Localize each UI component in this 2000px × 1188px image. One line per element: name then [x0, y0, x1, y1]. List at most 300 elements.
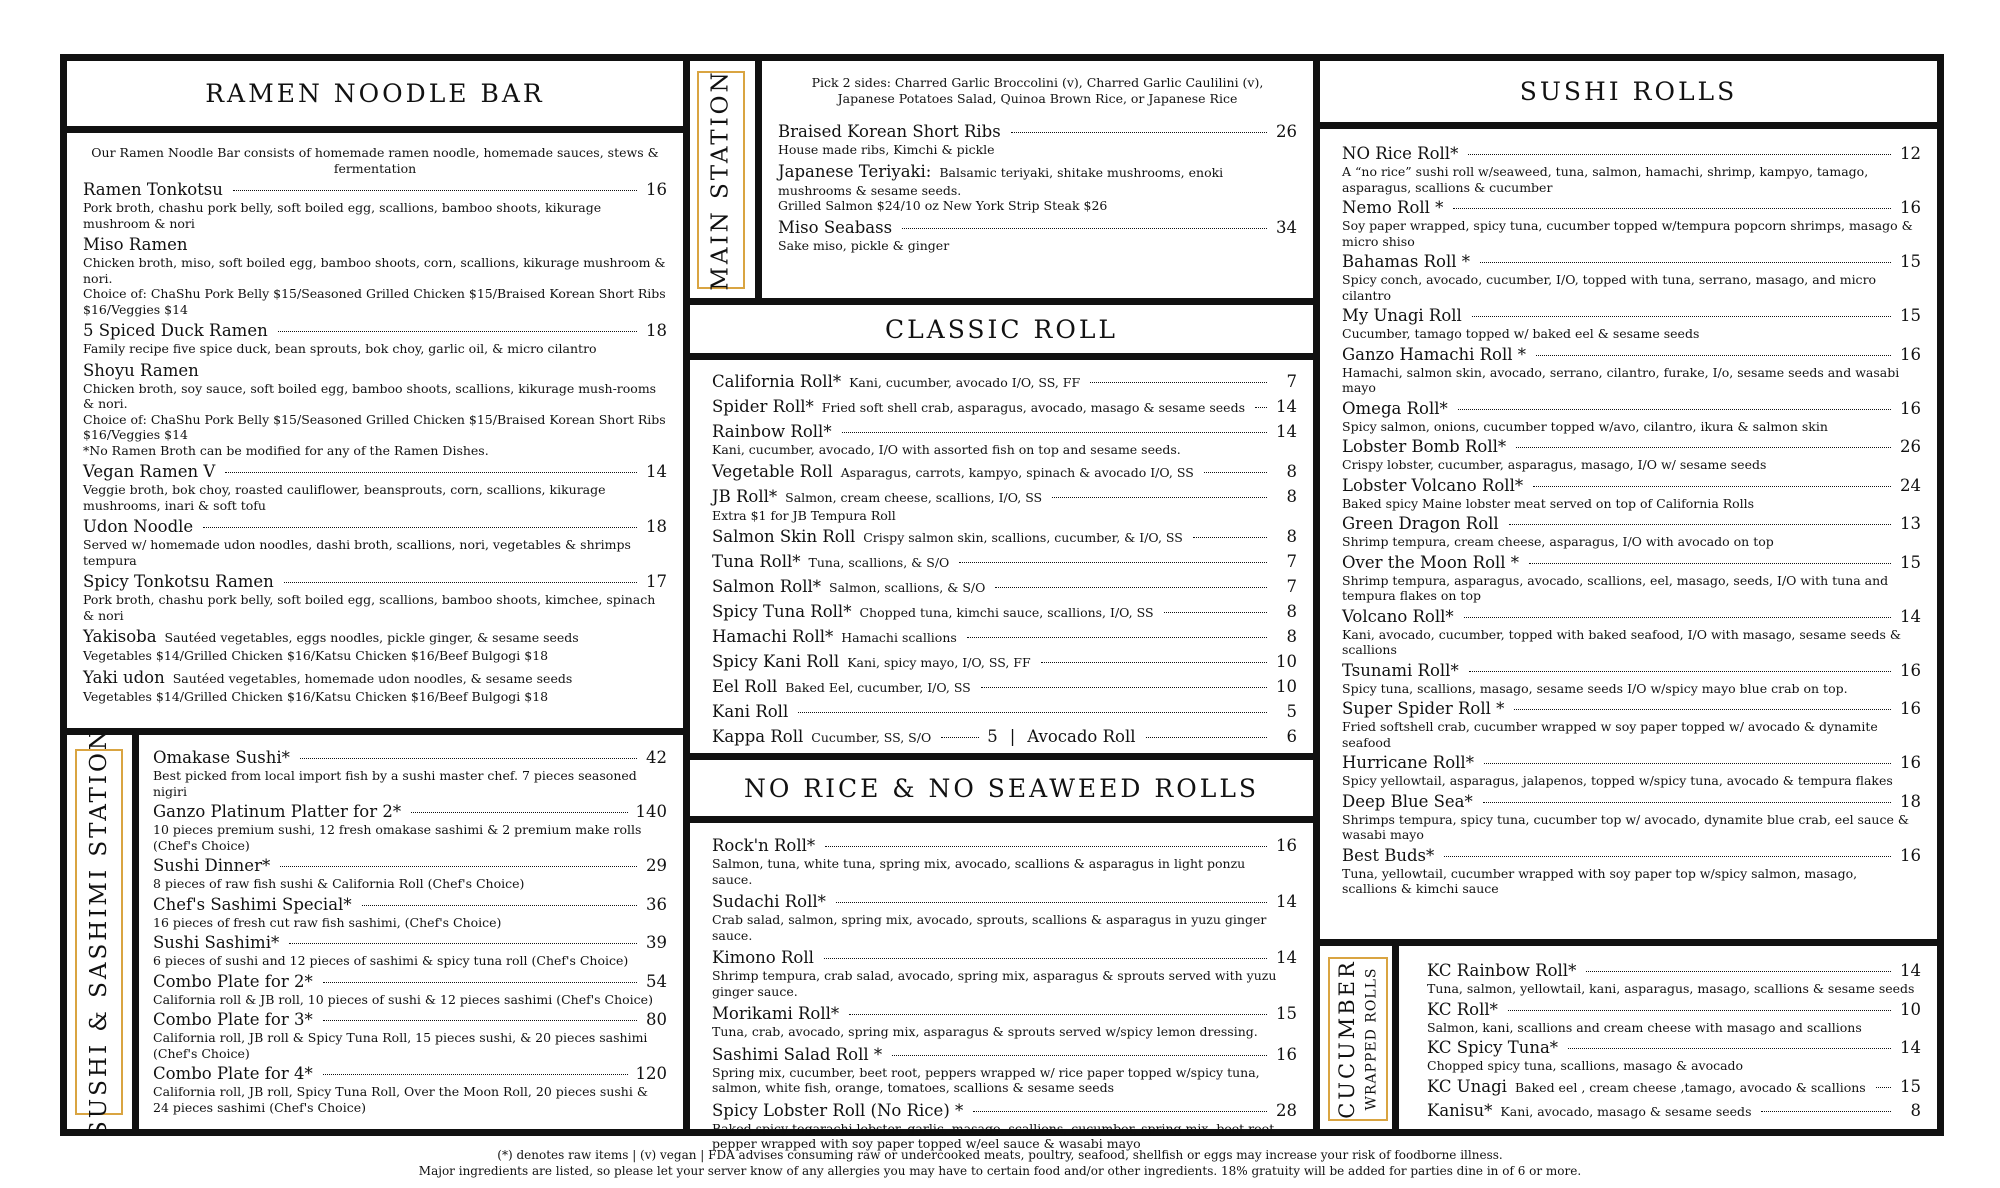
- item-name: Chef's Sashimi Special*: [153, 894, 352, 914]
- item-price: 10: [1900, 999, 1921, 1019]
- item-row: [153, 933, 667, 953]
- leader-dots: [1761, 1111, 1891, 1112]
- leader-dots: [323, 982, 637, 983]
- menu-item: [83, 462, 667, 513]
- item-name: Kani Roll: [712, 702, 789, 721]
- item-name: Green Dragon Roll: [1342, 514, 1499, 533]
- leader-dots: [203, 527, 637, 528]
- ramen-panel: [67, 61, 683, 728]
- menu-item: [1427, 961, 1921, 997]
- item-price: 14: [1276, 892, 1297, 911]
- item-price: 7: [1286, 372, 1297, 391]
- sushi-station-body: [139, 735, 683, 1129]
- item-price: 8: [1286, 602, 1297, 621]
- menu-item: [712, 602, 1297, 623]
- menu-item: [1342, 476, 1921, 512]
- item-price: 18: [646, 321, 667, 340]
- leader-dots: [1586, 971, 1891, 972]
- item-description: Crab salad, salmon, spring mix, avocado, sprouts, scallions & asparagus in yuzu ginger sauce.: [712, 912, 1267, 943]
- item-row: [712, 836, 1297, 856]
- item-name: Tsunami Roll*: [1342, 660, 1459, 680]
- leader-dots: [300, 758, 637, 759]
- item-row: [83, 321, 667, 341]
- item-ingredients: Cucumber, SS, S/O: [811, 730, 932, 745]
- item-name: California Roll*: [712, 372, 842, 391]
- ramen-title: RAMEN NOODLE BAR: [67, 61, 683, 133]
- sushi-station-label: SUSHI & SASHIMI STATION: [86, 727, 113, 1137]
- item-name: Tuna Roll*: [712, 552, 801, 571]
- leader-dots: [1568, 1048, 1891, 1049]
- item-name: Sashimi Salad Roll *: [712, 1044, 883, 1064]
- item-price: 16: [1276, 836, 1297, 855]
- norice-list: [712, 836, 1297, 1152]
- menu-item: [712, 487, 1297, 524]
- leader-dots: [1508, 1010, 1891, 1011]
- menu-item: [712, 422, 1297, 458]
- menu-item: [153, 933, 667, 969]
- item-price: 16: [646, 180, 667, 199]
- leader-dots: [824, 958, 1267, 959]
- item-description: California roll & JB roll, 10 pieces of sushi & 12 pieces sashimi (Chef's Choice): [153, 991, 653, 1007]
- item-row: [1342, 753, 1921, 773]
- item-price: 16: [1900, 660, 1921, 680]
- norice-body: [690, 823, 1313, 1151]
- item-price: 8: [1286, 627, 1297, 646]
- item-description: Chopped spicy tuna, scallions, masago & avocado: [1427, 1058, 1744, 1073]
- item-description: Family recipe five spice duck, bean sprouts, bok choy, garlic oil, & micro cilantro: [83, 341, 597, 356]
- item-name: Lobster Volcano Roll*: [1342, 475, 1524, 495]
- item-name: Yaki udon: [83, 667, 165, 687]
- menu-item: [1427, 1077, 1921, 1098]
- menu-item: [1342, 846, 1921, 897]
- item-row: [1427, 1077, 1921, 1098]
- item-name: Salmon Skin Roll: [712, 527, 856, 546]
- item-row: [712, 702, 1297, 722]
- item-name: Hurricane Roll*: [1342, 753, 1474, 772]
- item-row: [1342, 792, 1921, 812]
- leader-dots: [981, 687, 1267, 688]
- item-row: [1427, 1000, 1921, 1020]
- main-station-list: [778, 122, 1297, 253]
- cucumber-label-2: WRAPPED ROLLS: [1363, 967, 1380, 1111]
- item-price: 120: [635, 1064, 667, 1083]
- ramen-intro: Our Ramen Noodle Bar consists of homemade ramen noodle, homemade sauces, stews & fermentation: [91, 145, 659, 176]
- leader-dots: [1469, 671, 1891, 672]
- item-description: Veggie broth, bok choy, roasted cauliflower, beansprouts, corn, scallions, kikurage mushrooms, inari & soft tofu: [83, 482, 606, 513]
- sushi-rolls-list: [1342, 144, 1921, 897]
- item-description: 6 pieces of sushi and 12 pieces of sashimi & spicy tuna roll (Chef's Choice): [153, 953, 629, 968]
- sushi-rolls-panel: [1320, 61, 1937, 939]
- leader-dots: [1514, 709, 1891, 710]
- leader-dots: [1536, 355, 1891, 356]
- item-row: [712, 602, 1297, 623]
- item-row: [712, 552, 1297, 573]
- item-description: Choice of: ChaShu Pork Belly $15/Seasoned Grilled Chicken $15/Braised Korean Short Ribs $16/Veggies $14: [83, 411, 666, 442]
- item-price: 42: [646, 748, 667, 767]
- item-description: Baked spicy Maine lobster meat served on top of California Rolls: [1342, 495, 1755, 511]
- item-row: [712, 527, 1297, 548]
- item-row: [712, 1101, 1297, 1121]
- menu-item: [153, 856, 667, 892]
- sushi-station-label-box: [75, 727, 123, 1137]
- item-description: Shrimp tempura, cream cheese, asparagus, I/O with avocado on top: [1342, 534, 1774, 549]
- main-station-label-box: [697, 71, 745, 289]
- menu-item: [83, 235, 667, 317]
- item-description: Spicy conch, avocado, cucumber, I/O, topped with tuna, serrano, masago, and micro cilantro: [1342, 272, 1877, 303]
- item-ingredients: Tuna, scallions, & S/O: [808, 555, 950, 570]
- menu-item: [778, 162, 1297, 214]
- sushi-station-label-col: [67, 727, 132, 1137]
- item-description: Kani, cucumber, avocado, I/O with assorted fish on top and sesame seeds.: [712, 442, 1181, 457]
- item-price: 54: [646, 971, 667, 991]
- item-price: 10: [1276, 652, 1297, 671]
- item-price: 8: [1286, 486, 1297, 506]
- item-description: Crispy lobster, cucumber, asparagus, masago, I/O w/ sesame seeds: [1342, 457, 1767, 472]
- item-price: 26: [1900, 437, 1921, 456]
- item-ingredients: Salmon, cream cheese, scallions, I/O, SS: [785, 489, 1043, 505]
- menu-item: [153, 748, 667, 799]
- item-description: Spring mix, cucumber, beet root, peppers wrapped w/ rice paper topped w/spicy tuna, salmon, white fish, orange, tomatoes, scallions & sesame seeds: [712, 1064, 1260, 1095]
- leader-dots: [836, 902, 1267, 903]
- item-name: Ramen Tonkotsu: [83, 180, 223, 199]
- leader-dots: [902, 228, 1267, 229]
- item-description: mushrooms & sesame seeds.: [778, 182, 962, 198]
- menu-item: [712, 677, 1297, 698]
- footer-note-1: (*) denotes raw items | (v) vegan | FDA advises consuming raw or undercooked meats, poultry, seafood, shellfish or eggs may increase your risk of foodborne illness.: [497, 1148, 1503, 1162]
- item-name: Combo Plate for 4*: [153, 1064, 313, 1083]
- item-price: 14: [1276, 422, 1297, 441]
- leader-dots: [1472, 316, 1891, 317]
- item-price: 15: [1900, 252, 1921, 271]
- item-row: [153, 802, 667, 822]
- leader-dots: [995, 587, 1267, 588]
- item-row: [712, 627, 1297, 648]
- item-name: Kanisu*: [1427, 1100, 1493, 1120]
- leader-dots: [1480, 262, 1891, 263]
- item-price: 14: [1900, 606, 1921, 626]
- item-name: Spicy Tonkotsu Ramen: [83, 572, 274, 591]
- item-price: 5: [987, 727, 998, 746]
- item-name: Sushi Dinner*: [153, 856, 271, 875]
- item-price: 14: [1276, 948, 1297, 967]
- leader-dots: [973, 1111, 1267, 1112]
- leader-dots: [1193, 537, 1267, 538]
- item-name: Ganzo Hamachi Roll *: [1342, 344, 1527, 364]
- item-description: Salmon, tuna, white tuna, spring mix, avocado, scallions & asparagus in light ponzu sauce.: [712, 856, 1246, 887]
- ramen-body: [67, 133, 683, 728]
- item-description: Grilled Salmon $24/10 oz New York Strip Steak $26: [778, 198, 1108, 213]
- menu-item: [778, 122, 1297, 158]
- item-row: [1342, 306, 1921, 326]
- item-name: Vegetable Roll: [712, 461, 833, 481]
- item-description: California roll, JB roll, Spicy Tuna Roll, Over the Moon Roll, 20 pieces sushi & 24 pieces sashimi (Chef's Choice): [153, 1084, 648, 1115]
- menu-item-kappa-avocado: [712, 727, 1297, 748]
- item-ingredients: Asparagus, carrots, kampyo, spinach & avocado I/O, SS: [840, 464, 1194, 480]
- main-station-label: MAIN STATION: [708, 69, 734, 291]
- item-row: [1342, 252, 1921, 272]
- item-row: [778, 162, 1297, 183]
- item-row: [712, 1045, 1297, 1065]
- menu-item: [712, 1004, 1297, 1040]
- item-description: Fried softshell crab, cucumber wrapped w soy paper topped w/ avocado & dynamite seafood: [1342, 719, 1878, 750]
- menu-item: [1427, 1101, 1921, 1122]
- menu-item: [153, 1064, 667, 1115]
- item-description: California roll, JB roll & Spicy Tuna Roll, 15 pieces sushi, & 20 pieces sashimi (Chef's Choice): [153, 1030, 648, 1061]
- item-description: Spicy salmon, onions, cucumber topped w/avo, cilantro, ikura & salmon skin: [1342, 418, 1828, 434]
- item-row: [712, 487, 1297, 508]
- item-name: NO Rice Roll*: [1342, 144, 1459, 163]
- menu-item: [712, 397, 1297, 418]
- item-name: Sushi Sashimi*: [153, 933, 280, 952]
- item-row: [712, 462, 1297, 483]
- item-price: 24: [1900, 475, 1921, 495]
- item-ingredients: Salmon, scallions, & S/O: [829, 580, 986, 595]
- item-name: Combo Plate for 3*: [153, 1010, 313, 1029]
- menu-item: [83, 572, 667, 623]
- item-row: [83, 235, 667, 255]
- leader-dots: [849, 1014, 1267, 1015]
- leader-dots: [1464, 617, 1891, 618]
- item-name: Miso Ramen: [83, 235, 188, 254]
- leader-dots: [1483, 802, 1891, 803]
- item-description: Shrimp tempura, asparagus, avocado, scallions, eel, masago, seeds, I/O with tuna and tempura flakes on top: [1342, 572, 1889, 603]
- item-description: Tuna, yellowtail, cucumber wrapped with soy paper top w/spicy salmon, masago, scallions & kimchi sauce: [1342, 865, 1858, 896]
- leader-dots: [967, 637, 1267, 638]
- item-price: 140: [635, 802, 667, 821]
- item-price: 7: [1286, 552, 1297, 571]
- item-row: [1342, 198, 1921, 218]
- item-name: Combo Plate for 2*: [153, 971, 313, 991]
- menu-item: [1342, 399, 1921, 435]
- item-row: [1342, 607, 1921, 627]
- cucumber-list: [1427, 961, 1921, 1122]
- leader-dots: [1444, 856, 1891, 857]
- cucumber-panel: [1399, 946, 1937, 1129]
- main-station-panel: [762, 61, 1313, 298]
- item-description: 10 pieces premium sushi, 12 fresh omakase sashimi & 2 premium make rolls (Chef's Choice): [153, 822, 642, 853]
- item-row: [1342, 345, 1921, 365]
- menu-item: [712, 577, 1297, 598]
- item-description: Shrimps tempura, spicy tuna, cucumber top w/ avocado, dynamite blue crab, eel sauce & wasabi mayo: [1342, 811, 1909, 842]
- item-description: Choice of: ChaShu Pork Belly $15/Seasoned Grilled Chicken $15/Braised Korean Short Ribs $16/Veggies $14: [83, 286, 666, 317]
- item-row: [1342, 399, 1921, 419]
- item-description: Kani, avocado, cucumber, topped with baked seafood, I/O with masago, sesame seeds & scallions: [1342, 626, 1902, 657]
- item-description: Served w/ homemade udon noodles, dashi broth, scallions, nori, vegetables & shrimps tempura: [83, 537, 631, 568]
- item-price: 34: [1276, 217, 1297, 237]
- leader-dots: [798, 712, 1267, 713]
- item-description: Salmon, kani, scallions and cream cheese with masago and scallions: [1427, 1019, 1862, 1035]
- leader-dots: [842, 432, 1267, 433]
- leader-dots: [941, 737, 979, 738]
- item-ingredients: Baked Eel, cucumber, I/O, SS: [785, 680, 971, 695]
- leader-dots: [1011, 132, 1267, 133]
- item-name: KC Spicy Tuna*: [1427, 1038, 1559, 1057]
- item-name: Japanese Teriyaki:: [778, 161, 932, 181]
- item-name: Rainbow Roll*: [712, 422, 832, 441]
- item-description: Vegetables $14/Grilled Chicken $16/Katsu Chicken $16/Beef Bulgogi $18: [83, 648, 549, 663]
- item-name: Spicy Lobster Roll (No Rice) *: [712, 1100, 964, 1120]
- item-ingredients: Kani, avocado, masago & sesame seeds: [1500, 1103, 1752, 1119]
- item-description: Hamachi, salmon skin, avocado, serrano, cilantro, furake, I/o, sesame seeds and wasabi mayo: [1342, 364, 1900, 395]
- menu-item: [1342, 661, 1921, 697]
- item-row: [1342, 476, 1921, 496]
- classic-list: [712, 372, 1297, 722]
- item-row: [153, 1010, 667, 1030]
- item-price: 8: [1910, 1100, 1921, 1120]
- item-row: [153, 856, 667, 876]
- item-row: [1342, 144, 1921, 164]
- item-row: [1427, 1038, 1921, 1058]
- cucumber-label-box: [1328, 957, 1388, 1121]
- item-price: 8: [1286, 527, 1297, 546]
- norice-title: NO RICE & NO SEAWEED ROLLS: [690, 760, 1313, 823]
- menu-item: [712, 1045, 1297, 1096]
- item-description: Chicken broth, miso, soft boiled egg, bamboo shoots, corn, scallions, kikurage mushroom & nori.: [83, 255, 666, 286]
- menu-item: [1342, 345, 1921, 396]
- menu-item: [1342, 144, 1921, 195]
- main-station-label-col: [690, 61, 755, 298]
- menu-item: [1342, 699, 1921, 750]
- menu-item: [153, 1010, 667, 1061]
- item-description: Pork broth, chashu pork belly, soft boiled egg, scallions, bamboo shoots, kikurage mushroom & nori: [83, 200, 602, 231]
- item-row: [83, 361, 667, 381]
- item-name: Spicy Tuna Roll*: [712, 602, 852, 621]
- menu-item: [712, 372, 1297, 393]
- item-price: 12: [1900, 144, 1921, 163]
- leader-dots: [411, 812, 627, 813]
- item-name: Spicy Kani Roll: [712, 652, 840, 671]
- item-row: [712, 577, 1297, 598]
- item-name: KC Roll*: [1427, 999, 1498, 1019]
- item-description: Vegetables $14/Grilled Chicken $16/Katsu Chicken $16/Beef Bulgogi $18: [83, 688, 549, 704]
- item-price: 80: [646, 1010, 667, 1029]
- item-name: Spider Roll*: [712, 397, 814, 416]
- menu-item: [83, 361, 667, 459]
- item-name: Omega Roll*: [1342, 398, 1448, 418]
- item-price: 8: [1286, 461, 1297, 481]
- leader-dots: [233, 190, 637, 191]
- item-row: [83, 517, 667, 537]
- menu-item: [1342, 792, 1921, 843]
- item-price: 14: [1900, 1038, 1921, 1057]
- item-price: 16: [1276, 1044, 1297, 1064]
- sushi-station-list: [153, 748, 667, 1115]
- item-name: Kimono Roll: [712, 948, 814, 967]
- item-ingredients: Crispy salmon skin, scallions, cucumber, & I/O, SS: [863, 530, 1183, 545]
- cucumber-label-1: CUCUMBER: [1335, 959, 1360, 1119]
- menu-item: [83, 517, 667, 568]
- item-description: Spicy yellowtail, asparagus, jalapenos, topped w/spicy tuna, avocado & tempura flakes: [1342, 773, 1893, 788]
- item-description: House made ribs, Kimchi & pickle: [778, 142, 995, 157]
- item-description: Soy paper wrapped, spicy tuna, cucumber topped w/tempura popcorn shrimps, masago & micro shiso: [1342, 218, 1913, 249]
- leader-dots: [1468, 154, 1891, 155]
- item-ingredients: Kani, cucumber, avocado I/O, SS, FF: [849, 375, 1081, 390]
- item-description: Shrimp tempura, crab salad, avocado, spring mix, asparagus & sprouts served with yuzu ginger sauce.: [712, 968, 1277, 999]
- leader-dots: [1204, 472, 1267, 473]
- menu-item: [83, 668, 667, 705]
- classic-body: [690, 360, 1313, 753]
- item-price: 14: [646, 462, 667, 481]
- item-name: KC Unagi: [1427, 1076, 1507, 1096]
- item-ingredients: Kani, spicy mayo, I/O, SS, FF: [847, 655, 1031, 670]
- item-row: [1342, 437, 1921, 457]
- menu-item: [712, 836, 1297, 887]
- item-price: 7: [1286, 577, 1297, 596]
- menu-item: [1342, 437, 1921, 473]
- leader-dots: [1533, 486, 1891, 487]
- leader-dots: [1164, 612, 1267, 613]
- item-price: 28: [1276, 1100, 1297, 1120]
- item-price: 16: [1900, 753, 1921, 772]
- item-ingredients: Sautéed vegetables, eggs noodles, pickle ginger, & sesame seeds: [164, 630, 579, 645]
- item-ingredients: Chopped tuna, kimchi sauce, scallions, I/O, SS: [859, 605, 1154, 620]
- item-ingredients: Baked eel , cream cheese ,tamago, avocado & scallions: [1514, 1079, 1866, 1095]
- item-name: Deep Blue Sea*: [1342, 791, 1473, 811]
- item-price: 16: [1900, 198, 1921, 217]
- item-price: 13: [1900, 514, 1921, 533]
- item-name: Ganzo Platinum Platter for 2*: [153, 802, 402, 821]
- leader-dots: [1052, 497, 1267, 498]
- menu-item: [153, 802, 667, 853]
- leader-dots: [1484, 763, 1891, 764]
- leader-dots: [362, 905, 637, 906]
- menu-item: [1342, 514, 1921, 550]
- leader-dots: [289, 943, 637, 944]
- leader-dots: [323, 1074, 628, 1075]
- item-row: [712, 1004, 1297, 1024]
- menu-item: [712, 527, 1297, 548]
- item-name: Morikami Roll*: [712, 1004, 840, 1023]
- leader-dots: [1529, 563, 1891, 564]
- item-row: [83, 627, 667, 648]
- item-description: Pork broth, chashu pork belly, soft boiled egg, scallions, bamboo shoots, kimchee, spinach & nori: [83, 592, 656, 623]
- sushi-station-panel: [139, 735, 683, 1129]
- item-price: 16: [1900, 344, 1921, 364]
- item-row: [1342, 699, 1921, 719]
- leader-dots: [1041, 662, 1267, 663]
- leader-dots: [1090, 382, 1267, 383]
- item-description: Extra $1 for JB Tempura Roll: [712, 507, 896, 523]
- item-row: [712, 892, 1297, 912]
- item-name: Lobster Bomb Roll*: [1342, 437, 1507, 456]
- item-price: 10: [1276, 677, 1297, 696]
- item-name: KC Rainbow Roll*: [1427, 961, 1577, 980]
- item-row: [83, 572, 667, 592]
- item-name: Yakisoba: [83, 627, 157, 646]
- item-row: [83, 462, 667, 482]
- menu-item: [83, 321, 667, 357]
- menu-item: [1342, 753, 1921, 789]
- item-description: Tuna, crab, avocado, spring mix, asparagus & sprouts served w/spicy lemon dressing.: [712, 1024, 1258, 1039]
- item-name: Sudachi Roll*: [712, 892, 826, 911]
- menu-item: [153, 972, 667, 1008]
- cucumber-label-col: [1320, 946, 1392, 1129]
- item-price: 17: [646, 572, 667, 591]
- item-ingredients: Balsamic teriyaki, shitake mushrooms, enoki: [939, 164, 1224, 180]
- item-row: [1427, 961, 1921, 981]
- item-price: 16: [1900, 845, 1921, 865]
- item-row: [778, 122, 1297, 142]
- menu-item: [712, 462, 1297, 483]
- item-price: 5: [1286, 702, 1297, 721]
- item-name: Hamachi Roll*: [712, 627, 834, 646]
- item-price: 39: [646, 933, 667, 952]
- item-name: My Unagi Roll: [1342, 306, 1462, 325]
- separator: |: [1009, 727, 1016, 746]
- item-price: 26: [1276, 122, 1297, 141]
- menu-item: [712, 948, 1297, 999]
- item-price: 16: [1900, 699, 1921, 718]
